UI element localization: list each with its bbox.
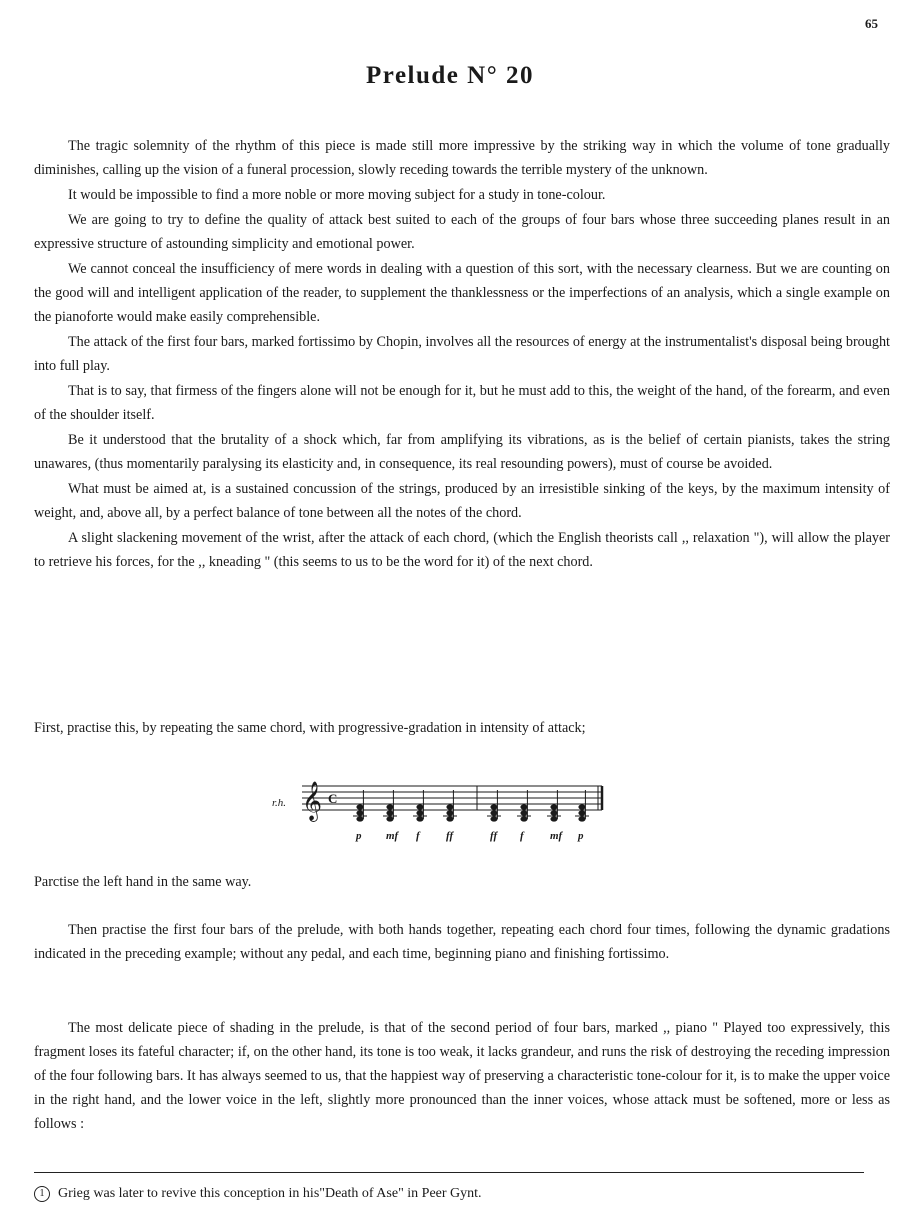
chord xyxy=(383,790,397,822)
chord xyxy=(413,790,427,822)
note-head xyxy=(356,810,363,815)
note-head xyxy=(490,810,497,815)
note-head xyxy=(386,804,393,809)
chord xyxy=(487,790,501,822)
paragraph: First, practise this, by repeating the same chord, with progressive-gradation in intensity of attack; xyxy=(34,720,586,736)
chord-group xyxy=(353,790,589,822)
footnote-marker: 1 xyxy=(34,1186,50,1202)
paragraph: We are going to try to define the quality of attack best suited to each of the groups of four bars whose three succeeding planes result in an expressive structure of astounding simplicity and emotional power. xyxy=(34,212,890,252)
intro-paragraphs xyxy=(34,134,890,574)
dynamic-mark: f xyxy=(416,830,420,842)
paragraph: Be it understood that the brutality of a shock which, far from amplifying its vibrations, as is the belief of certain pianists, takes the string unawares, (thus momentarily paralysing its elasticity and, in consequence, its real resounding powers), must of course be avoided. xyxy=(34,432,890,472)
note-head xyxy=(386,810,393,815)
paragraph: What must be aimed at, is a sustained concussion of the strings, produced by an irresistible sinking of the keys, by the maximum intensity of weight, and, above all, by a perfect balance of tone between all the notes of the chord. xyxy=(34,481,890,521)
treble-clef-icon: 𝄞 xyxy=(302,781,323,821)
note-head xyxy=(550,810,557,815)
chord xyxy=(547,790,561,822)
note-head xyxy=(520,816,527,821)
dynamic-mark: f xyxy=(520,830,524,842)
footnote-divider xyxy=(34,1172,864,1173)
chord xyxy=(353,790,367,822)
note-head xyxy=(446,816,453,821)
note-head xyxy=(356,804,363,809)
note-head xyxy=(416,804,423,809)
paragraph: Then practise the first four bars of the prelude, with both hands together, repeating each chord four times, following the dynamic gradations indicated in the preceding example; without any pedal, and each time, beginning piano and finishing fortissimo. xyxy=(34,922,890,962)
dynamic-mark: mf xyxy=(386,830,399,842)
dynamic-mark: ff xyxy=(490,830,498,842)
footnote xyxy=(34,1186,482,1202)
note-head xyxy=(578,804,585,809)
both-hands-paragraph xyxy=(34,918,890,966)
music-example xyxy=(272,776,632,846)
note-head xyxy=(416,810,423,815)
note-head xyxy=(490,804,497,809)
paragraph: That is to say, that firmess of the fingers alone will not be enough for it, but he must add to this, the weight of the hand, of the forearm, and even of the shoulder itself. xyxy=(34,383,890,423)
paragraph: We cannot conceal the insufficiency of mere words in dealing with a question of this sort, with the necessary clearness. But we are counting on the good will and intelligent application of the reader, to supplement the thanklessness or the imperfections of an analysis, which a single example on the pianoforte would make easily comprehensible. xyxy=(34,261,890,325)
practise-instruction xyxy=(34,716,890,740)
note-head xyxy=(520,810,527,815)
dynamic-mark: ff xyxy=(446,830,454,842)
note-head xyxy=(416,816,423,821)
footnote-text: Grieg was later to revive this conception in his"Death of Ase" in Peer Gynt. xyxy=(58,1186,482,1201)
common-time-icon: C xyxy=(328,791,338,806)
chord xyxy=(443,790,457,822)
hand-label: r.h. xyxy=(272,797,287,809)
dynamic-mark: mf xyxy=(550,830,563,842)
chord xyxy=(517,790,531,822)
paragraph: The most delicate piece of shading in the prelude, is that of the second period of four bars, marked ,, piano " Played too expressively, this fragment loses its fateful character; if, on the other hand, its tone is too weak, it lacks grandeur, and runs the risk of destroying the receding impression of the four following bars. It has always seemed to us, that the happiest way of preserving a characteristic tone-colour for it, is to make the upper voice in the right hand, and the lower voice in the left, slightly more pronounced than the inner voices, whose attack must be softened, more or less as follows : xyxy=(34,1020,890,1132)
note-head xyxy=(520,804,527,809)
page-title: Prelude N° 20 xyxy=(366,62,534,89)
note-head xyxy=(578,816,585,821)
page-number: 65 xyxy=(865,16,878,31)
note-head xyxy=(446,810,453,815)
dynamic-mark: p xyxy=(578,830,584,842)
note-head xyxy=(550,804,557,809)
note-head xyxy=(578,810,585,815)
paragraph: A slight slackening movement of the wrist, after the attack of each chord, (which the English theorists call ,, relaxation "), will allow the player to retrieve his forces, for the ,, kneading " (this seems to us to be the word for it) of the next chord. xyxy=(34,530,890,570)
paragraph: The tragic solemnity of the rhythm of this piece is made still more impressive by the striking way in which the volume of tone gradually diminishes, calling up the vision of a funeral procession, slowly receding towards the terrible mystery of the unknown. xyxy=(34,138,890,178)
note-head xyxy=(446,804,453,809)
note-head xyxy=(386,816,393,821)
paragraph: The attack of the first four bars, marked fortissimo by Chopin, involves all the resources of energy at the instrumentalist's disposal being brought into full play. xyxy=(34,334,890,374)
paragraph: Parctise the left hand in the same way. xyxy=(34,874,252,890)
dynamics-group xyxy=(355,830,584,842)
note-head xyxy=(356,816,363,821)
dynamic-mark: p xyxy=(356,830,362,842)
shading-paragraph xyxy=(34,1016,890,1136)
note-head xyxy=(550,816,557,821)
chord xyxy=(575,790,589,822)
paragraph: It would be impossible to find a more noble or more moving subject for a study in tone-colour. xyxy=(68,187,606,203)
note-head xyxy=(490,816,497,821)
left-hand-instruction xyxy=(34,870,890,894)
